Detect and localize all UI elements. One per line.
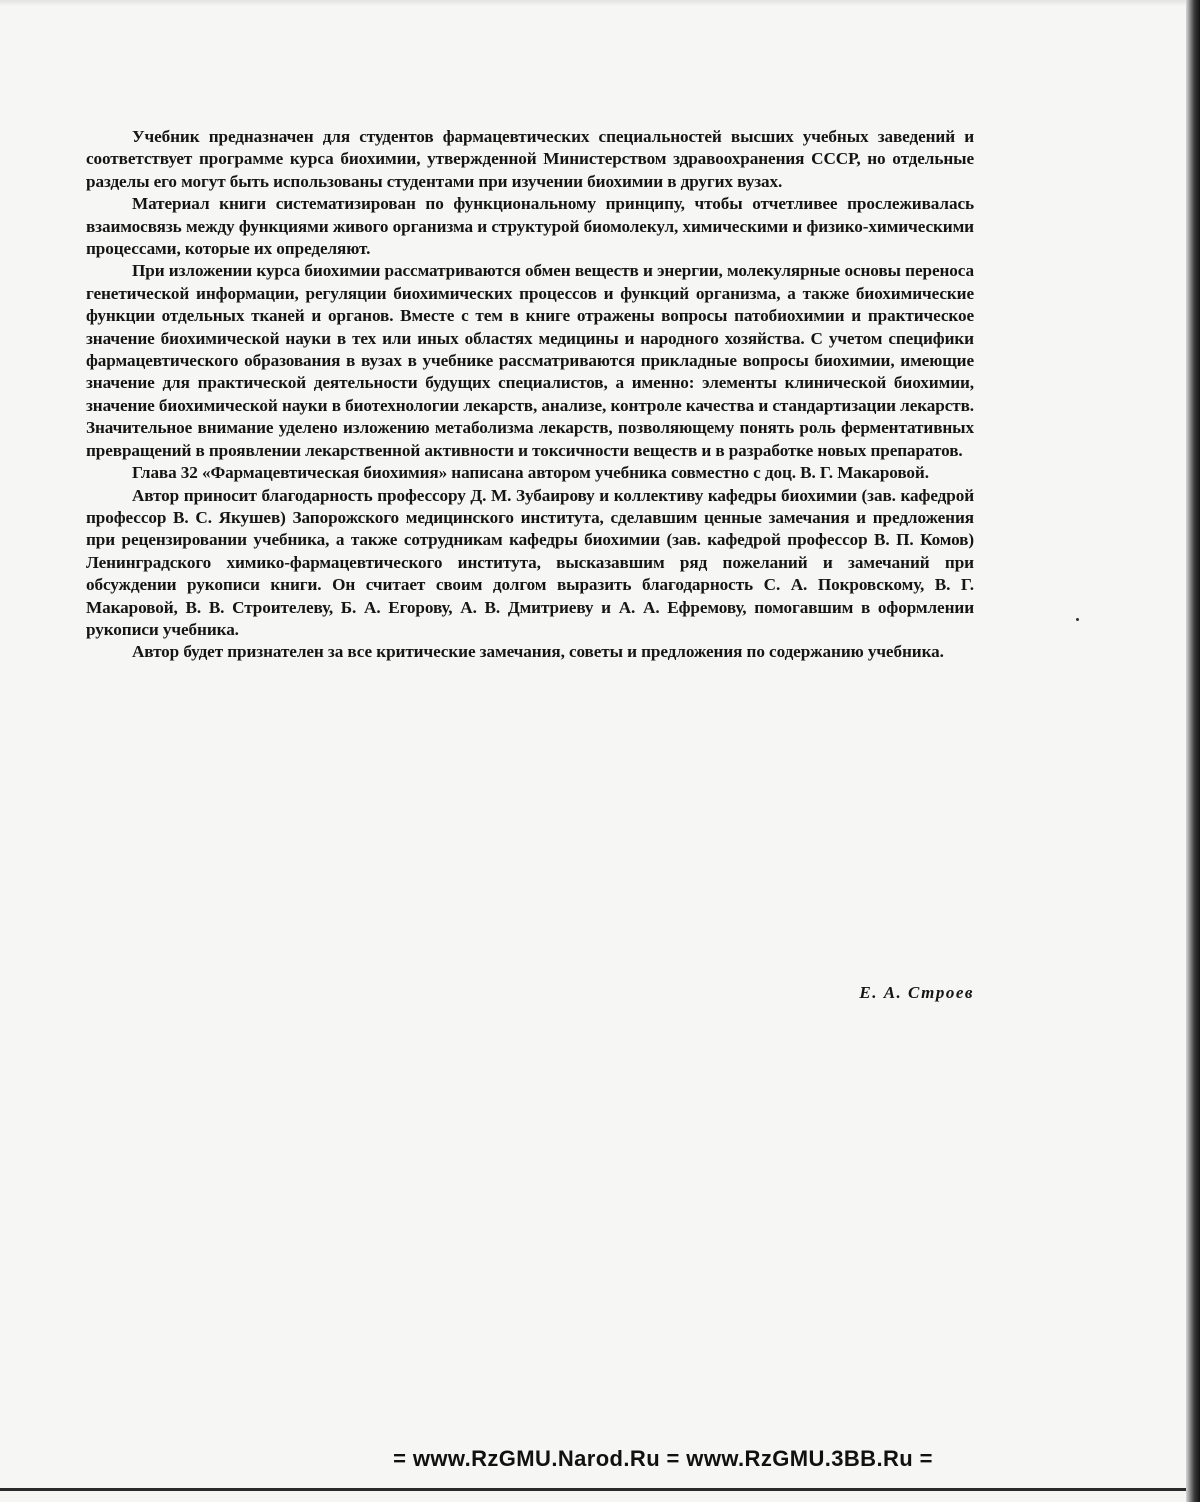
author-signature: Е. А. Строев bbox=[859, 983, 974, 1002]
preface-paragraph-2: Материал книги систематизирован по функциональному принципу, чтобы отчетливее прослеживалась взаимосвязь между функциями живого организма и структурой биомолекул, химическими и физико-химическими процессами, которые их определяют. bbox=[86, 194, 974, 259]
preface-paragraph-6: Автор будет признателен за все критические замечания, советы и предложения по содержанию учебника. bbox=[132, 642, 944, 662]
scan-speck bbox=[1076, 618, 1079, 621]
preface-body bbox=[86, 126, 974, 664]
preface-paragraph-5: Автор приносит благодарность профессору Д. М. Зубаирову и коллективу кафедры биохимии (зав. кафедрой профессор В. С. Якушев) Запорожского медицинского института, сделавшим ценные замечания и предложения при рецензировании учебника, а также сотрудникам кафедры биохимии (зав. кафедрой профессор В. П. Комов) Ленинградского химико-фармацевтического института, высказавшим ряд пожеланий и замечаний при обсуждении рукописи книги. Он считает своим долгом выразить благодарность С. А. Покровскому, В. Г. Макаровой, В. В. Строителеву, Б. А. Егорову, А. В. Дмитриеву и А. А. Ефремову, помогавшим в оформлении рукописи учебника. bbox=[86, 485, 974, 639]
preface-paragraph-4: Глава 32 «Фармацевтическая биохимия» написана автором учебника совместно с доц. В. Г. Макаровой. bbox=[132, 463, 929, 483]
preface-paragraph-3: При изложении курса биохимии рассматриваются обмен веществ и энергии, молекулярные основы переноса генетической информации, регуляции биохимических процессов и функций организма, а также биохимические функции отдельных тканей и органов. Вместе с тем в книге отражены вопросы патобиохимии и практическое значение биохимической науки в тех или иных областях медицины и народного хозяйства. С учетом специфики фармацевтического образования в вузах в учебнике рассматриваются прикладные вопросы биохимии, имеющие значение для практической деятельности будущих специалистов, а именно: элементы клинической биохимии, значение биохимической науки в биотехнологии лекарств, анализе, контроле качества и стандартизации лекарств. Значительное внимание уделено изложению метаболизма лекарств, позволяющему понять роль ферментативных превращений в проявлении лекарственной активности и токсичности веществ и в разработке новых препаратов. bbox=[86, 261, 974, 460]
footer-watermark: = www.RzGMU.Narod.Ru = www.RzGMU.3BB.Ru = bbox=[393, 1446, 933, 1471]
bottom-rule bbox=[0, 1488, 1186, 1491]
scan-right-edge bbox=[1186, 0, 1200, 1502]
scan-top-shadow bbox=[0, 0, 1200, 6]
preface-paragraph-1: Учебник предназначен для студентов фармацевтических специальностей высших учебных заведений и соответствует программе курса биохимии, утвержденной Министерством здравоохранения СССР, но отдельные разделы его могут быть использованы студентами при изучении биохимии в других вузах. bbox=[86, 127, 974, 191]
